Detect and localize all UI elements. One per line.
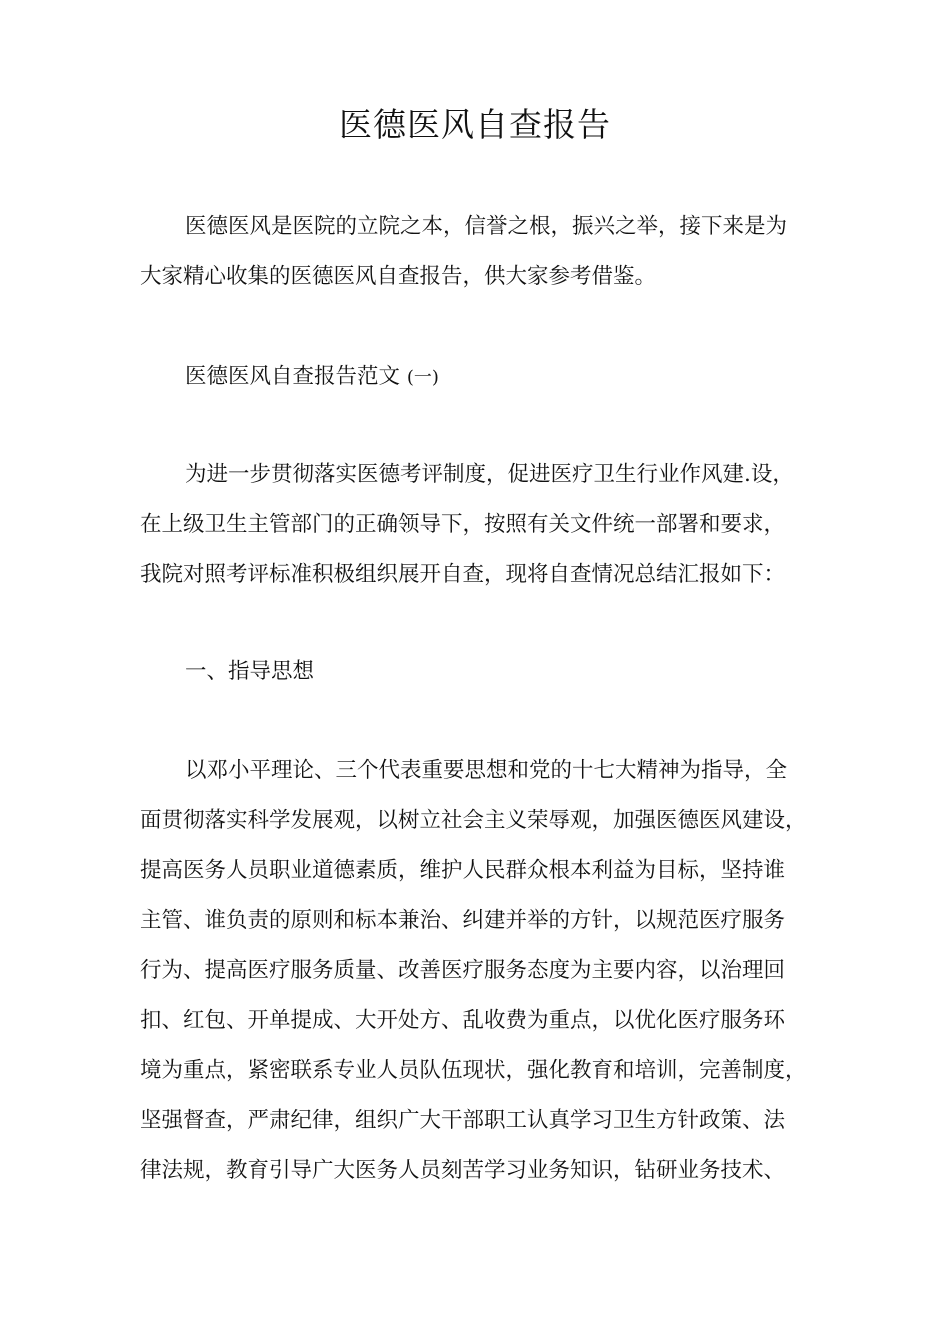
section-heading [140,352,830,403]
section-heading-text: 医德医风自查报告范文 [185,364,401,389]
paragraph-line: 为进一步贯彻落实医德考评制度，促进医疗卫生行业作风建.设， [185,462,794,487]
paragraph-line: 以邓小平理论、三个代表重要思想和党的十七大精神为指导，全 [185,758,788,783]
paragraph-line: 面贯彻落实科学发展观，以树立社会主义荣辱观，加强医德医风建设， [140,808,807,833]
paragraph-line: 我院对照考评标准积极组织展开自查，现将自查情况总结汇报如下： [140,562,786,587]
paragraph-line: 主管、谁负责的原则和标本兼治、纠建并举的方针，以规范医疗服务 [140,908,786,933]
paragraph-line: 大家精心收集的医德医风自查报告，供大家参考借鉴。 [140,264,657,289]
paragraph-line: 医德医风是医院的立院之本，信誉之根，振兴之举，接下来是为 [185,214,788,239]
paragraph-1 [140,450,830,600]
intro-paragraph [140,202,830,302]
paragraph-2 [140,746,830,1196]
heading-text: 一、指导思想 [185,659,315,684]
paragraph-line: 提高医务人员职业道德素质，维护人民群众根本利益为目标，坚持谁 [140,858,786,883]
paragraph-line: 律法规，教育引导广大医务人员刻苦学习业务知识，钻研业务技术、 [140,1158,786,1183]
paragraph-line: 坚强督查，严肃纪律，组织广大干部职工认真学习卫生方针政策、法 [140,1108,786,1133]
heading-guiding-ideology [140,647,830,697]
paragraph-line: 境为重点，紧密联系专业人员队伍现状，强化教育和培训，完善制度， [140,1058,807,1083]
paragraph-line: 扣、红包、开单提成、大开处方、乱收费为重点，以优化医疗服务环 [140,1008,786,1033]
paragraph-line: 行为、提高医疗服务质量、改善医疗服务态度为主要内容，以治理回 [140,958,786,983]
page-title: 医德医风自查报告 [339,105,611,144]
paragraph-line: 在上级卫生主管部门的正确领导下，按照有关文件统一部署和要求， [140,512,786,537]
section-heading-number: (一) [406,367,439,388]
